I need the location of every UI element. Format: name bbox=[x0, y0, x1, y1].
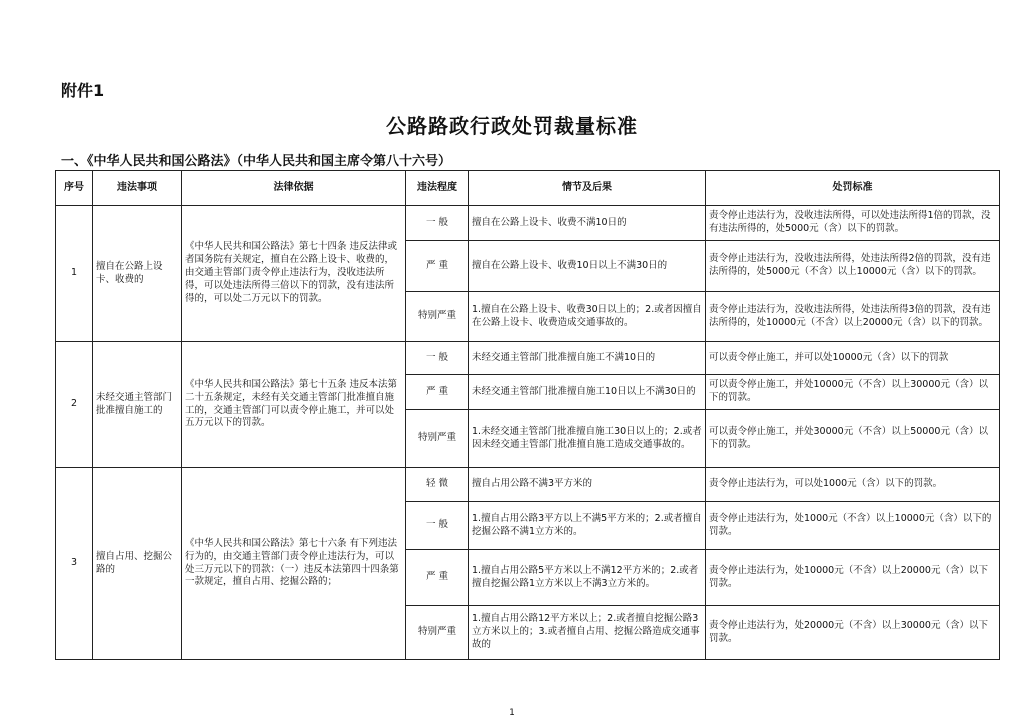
penalty: 可以责令停止施工，并处30000元（不含）以上50000元（含）以下的罚款。 bbox=[706, 410, 1000, 468]
violation-degree: 严 重 bbox=[406, 550, 469, 606]
section-heading: 一、《中华人民共和国公路法》（中华人民共和国主席令第八十六号） bbox=[61, 154, 452, 169]
col-header-no: 序号 bbox=[56, 171, 93, 206]
violation-degree: 特别严重 bbox=[406, 410, 469, 468]
penalty: 责令停止违法行为，处1000元（不含）以上10000元（含）以下的罚款。 bbox=[706, 502, 1000, 550]
violation-item: 擅自占用、挖掘公路的 bbox=[93, 468, 182, 660]
violation-item: 擅自在公路上设卡、收费的 bbox=[93, 206, 182, 342]
penalty-standards-table bbox=[55, 170, 1000, 660]
violation-degree: 一 般 bbox=[406, 206, 469, 241]
penalty: 责令停止违法行为，处10000元（不含）以上20000元（含）以下罚款。 bbox=[706, 550, 1000, 606]
circumstance: 1.未经交通主管部门批准擅自施工30日以上的；2.或者因未经交通主管部门批准擅自施工造成交通事故的。 bbox=[469, 410, 706, 468]
circumstance: 1.擅自占用公路5平方米以上不满12平方米的；2.或者擅自挖掘公路1立方米以上不满3立方米的。 bbox=[469, 550, 706, 606]
penalty: 责令停止违法行为，没收违法所得，可以处违法所得1倍的罚款，没有违法所得的，处5000元（含）以下的罚款。 bbox=[706, 206, 1000, 241]
row-number: 3 bbox=[56, 468, 93, 660]
row-number: 1 bbox=[56, 206, 93, 342]
legal-basis: 《中华人民共和国公路法》第七十六条 有下列违法行为的，由交通主管部门责令停止违法行为，可以处三万元以下的罚款：（一）违反本法第四十四条第一款规定，擅自占用、挖掘公路的； bbox=[182, 468, 406, 660]
penalty: 责令停止违法行为，没收违法所得，处违法所得2倍的罚款，没有违法所得的，处5000元（不含）以上10000元（含）以下的罚款。 bbox=[706, 241, 1000, 292]
table-header-row bbox=[56, 171, 1000, 206]
penalty: 责令停止违法行为，处20000元（不含）以上30000元（含）以下罚款。 bbox=[706, 606, 1000, 660]
violation-degree: 特别严重 bbox=[406, 606, 469, 660]
violation-degree: 轻 微 bbox=[406, 468, 469, 502]
circumstance: 未经交通主管部门批准擅自施工10日以上不满30日的 bbox=[469, 375, 706, 410]
penalty: 责令停止违法行为，没收违法所得，处违法所得3倍的罚款，没有违法所得的，处10000元（不含）以上20000元（含）以下的罚款。 bbox=[706, 292, 1000, 342]
page-title: 公路路政行政处罚裁量标准 bbox=[386, 114, 638, 138]
col-header-item: 违法事项 bbox=[93, 171, 182, 206]
col-header-penalty: 处罚标准 bbox=[706, 171, 1000, 206]
penalty: 可以责令停止施工，并可以处10000元（含）以下的罚款 bbox=[706, 342, 1000, 375]
circumstance: 擅自占用公路不满3平方米的 bbox=[469, 468, 706, 502]
circumstance: 1.擅自占用公路3平方以上不满5平方米的；2.或者擅自挖掘公路不满1立方米的。 bbox=[469, 502, 706, 550]
table-row bbox=[56, 468, 1000, 502]
violation-degree: 特别严重 bbox=[406, 292, 469, 342]
violation-degree: 一 般 bbox=[406, 502, 469, 550]
circumstance: 未经交通主管部门批准擅自施工不满10日的 bbox=[469, 342, 706, 375]
violation-item: 未经交通主管部门批准擅自施工的 bbox=[93, 342, 182, 468]
table-row bbox=[56, 342, 1000, 375]
col-header-degree: 违法程度 bbox=[406, 171, 469, 206]
attachment-label: 附件1 bbox=[61, 81, 105, 100]
legal-basis: 《中华人民共和国公路法》第七十四条 违反法律或者国务院有关规定，擅自在公路上设卡、收费的，由交通主管部门责令停止违法行为，没收违法所得，可以处违法所得三倍以下的罚款，没有违法所得的，可以处二万元以下的罚款。 bbox=[182, 206, 406, 342]
legal-basis: 《中华人民共和国公路法》第七十五条 违反本法第二十五条规定，未经有关交通主管部门批准擅自施工的，交通主管部门可以责令停止施工，并可以处五万元以下的罚款。 bbox=[182, 342, 406, 468]
violation-degree: 一 般 bbox=[406, 342, 469, 375]
penalty: 可以责令停止施工，并处10000元（不含）以上30000元（含）以下的罚款。 bbox=[706, 375, 1000, 410]
col-header-circumstance: 情节及后果 bbox=[469, 171, 706, 206]
circumstance: 擅自在公路上设卡、收费10日以上不满30日的 bbox=[469, 241, 706, 292]
circumstance: 擅自在公路上设卡、收费不满10日的 bbox=[469, 206, 706, 241]
violation-degree: 严 重 bbox=[406, 375, 469, 410]
col-header-basis: 法律依据 bbox=[182, 171, 406, 206]
circumstance: 1.擅自占用公路12平方米以上；2.或者擅自挖掘公路3立方米以上的；3.或者擅自占用、挖掘公路造成交通事故的 bbox=[469, 606, 706, 660]
page-number: 1 bbox=[509, 708, 515, 718]
table-row bbox=[56, 206, 1000, 241]
circumstance: 1.擅自在公路上设卡、收费30日以上的；2.或者因擅自在公路上设卡、收费造成交通事故的。 bbox=[469, 292, 706, 342]
row-number: 2 bbox=[56, 342, 93, 468]
violation-degree: 严 重 bbox=[406, 241, 469, 292]
penalty: 责令停止违法行为，可以处1000元（含）以下的罚款。 bbox=[706, 468, 1000, 502]
